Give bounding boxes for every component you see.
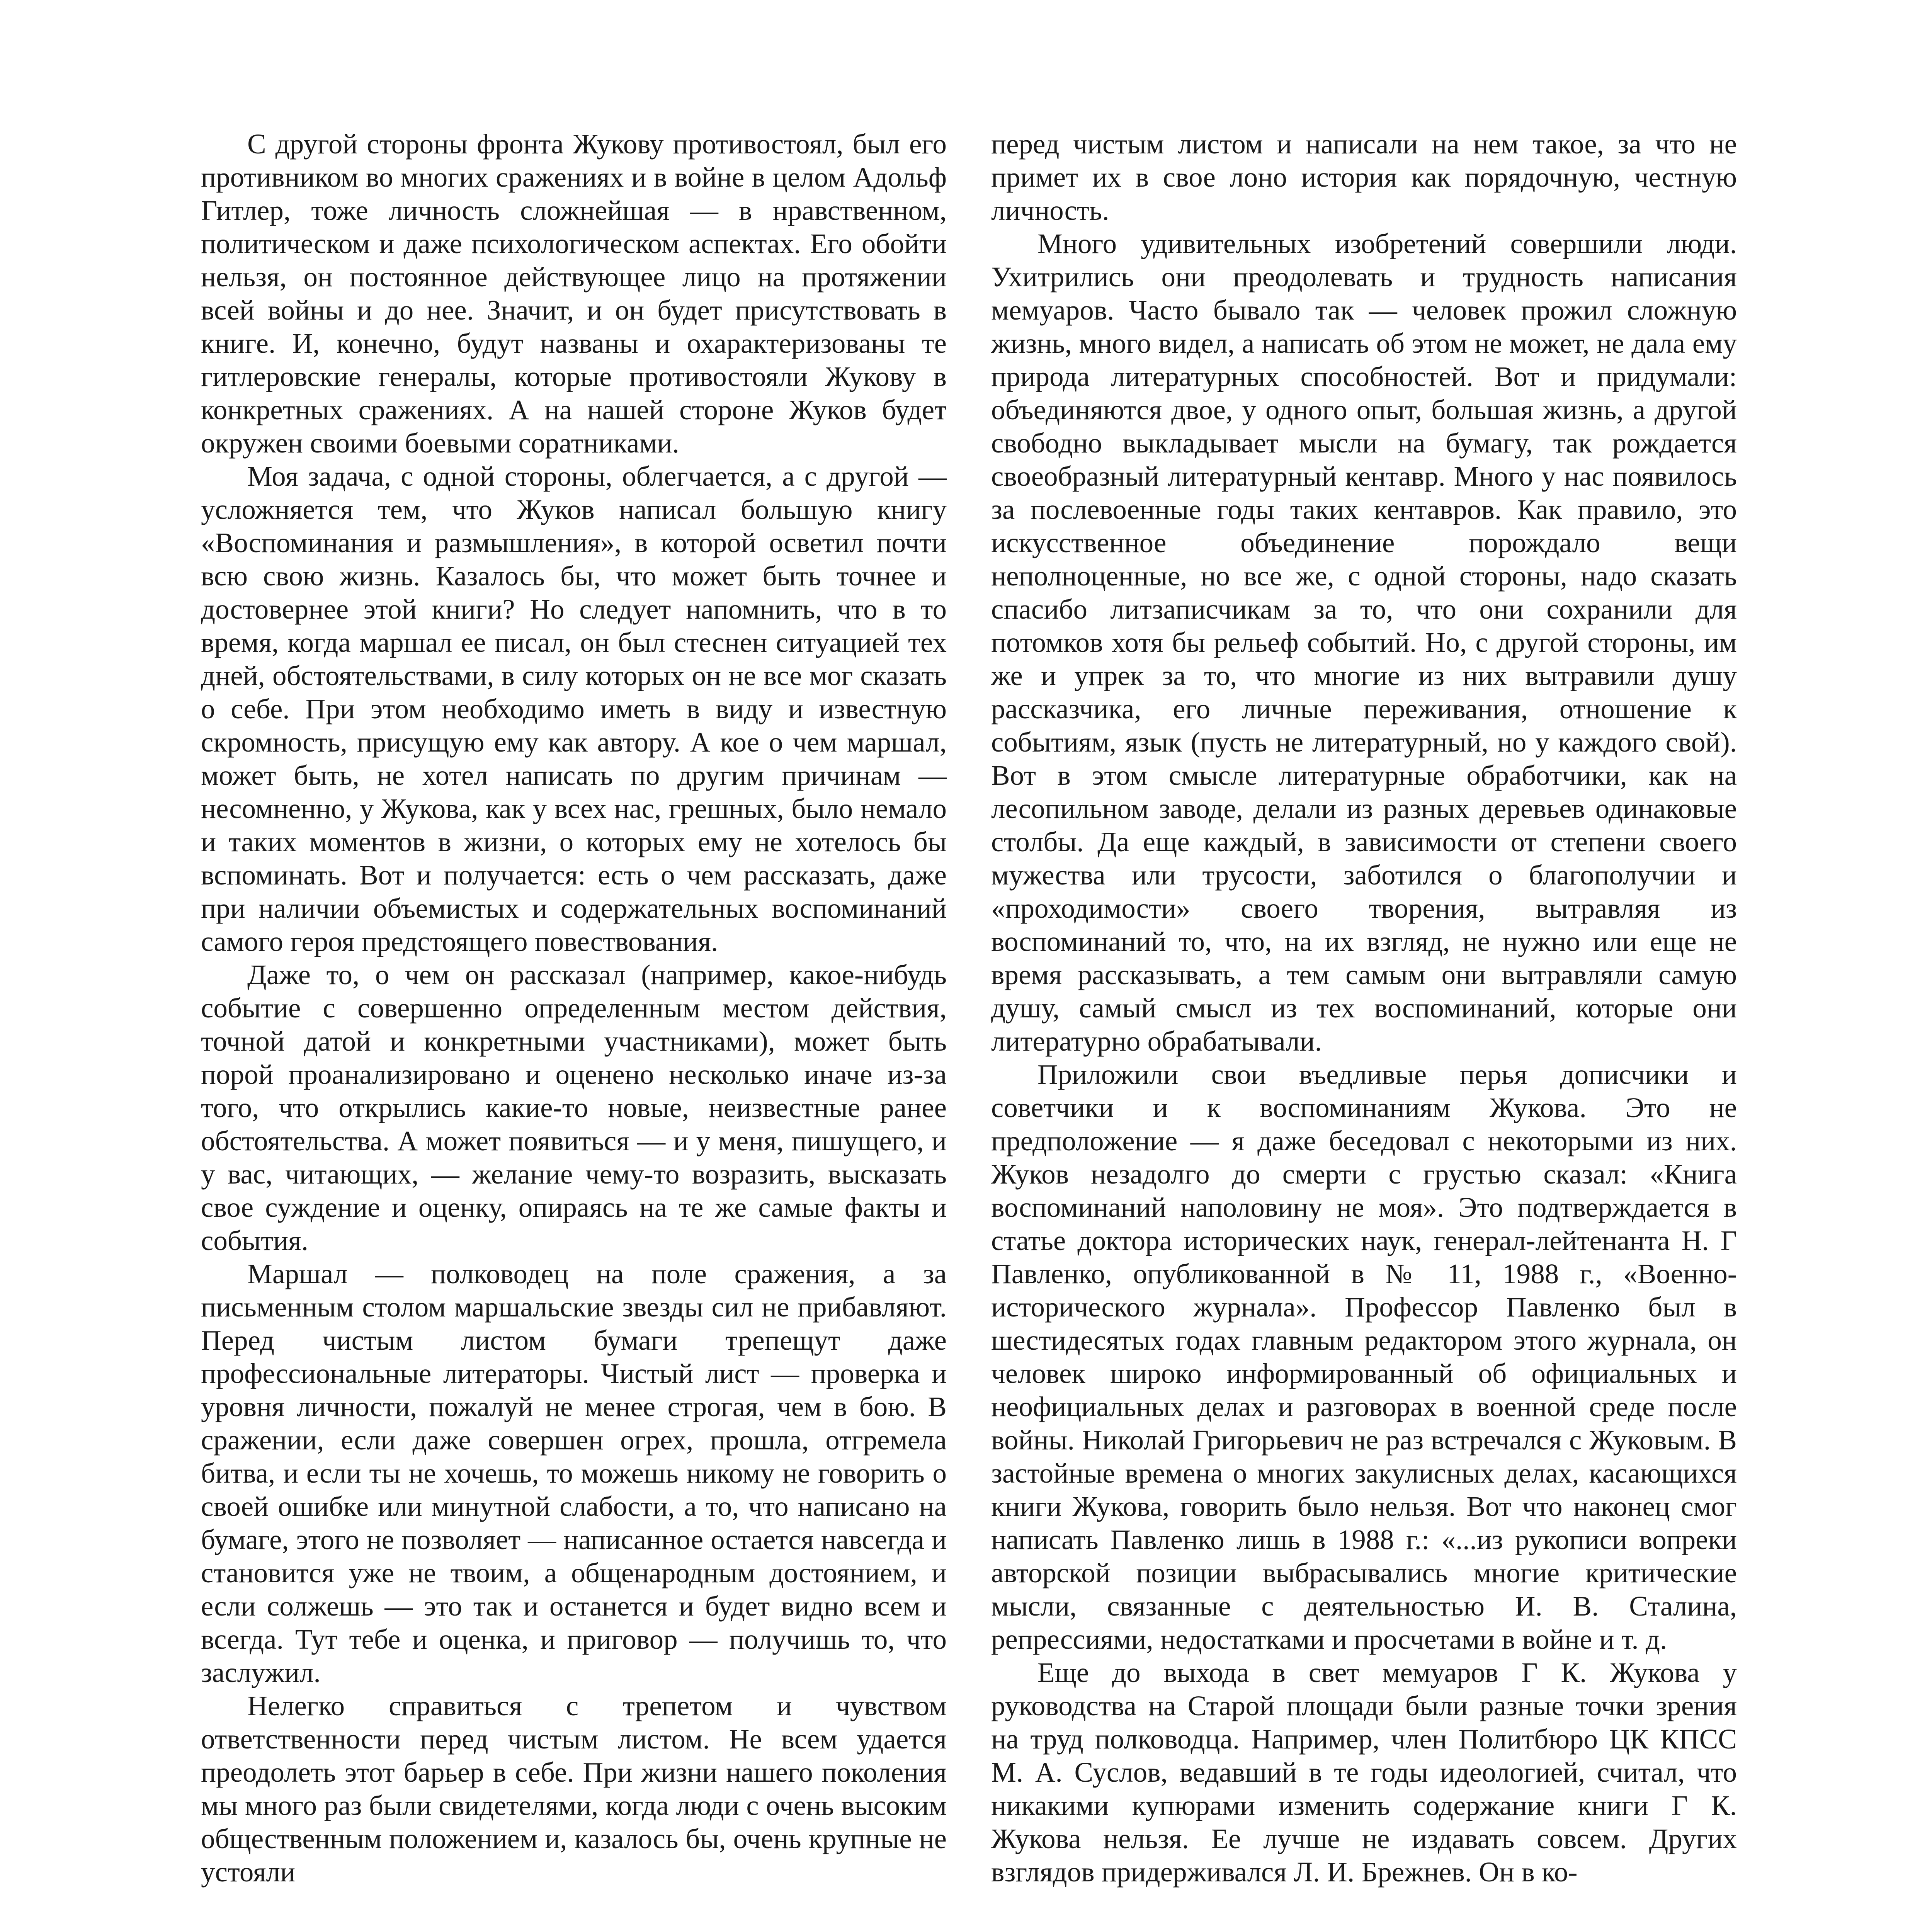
paragraph: С другой стороны фронта Жукову противостоял, был его противником во многих сражениях и в войне в целом Адольф Гитлер, тоже личность сложнейшая — в нравственном, политическом и даже психологическом аспектах. Его обойти нельзя, он постоянное действующее лицо на протяжении всей войны и до нее. Значит, и он будет присутствовать в книге. И, конечно, будут названы и охарактеризованы те гитлеровские генералы, которые противостояли Жукову в конкретных сражениях. А на нашей стороне Жуков будет окружен своими боевыми соратниками. xyxy=(201,128,947,459)
paragraph: Нелегко справиться с трепетом и чувством ответственности перед чистым листом. Не всем удается преодолеть этот барьер в себе. При жизни нашего поколения мы много раз были свидетелями, когда люди с очень высоким общественным положением и, казалось бы, очень крупные не устояли xyxy=(201,1690,947,1888)
paragraph: Даже то, о чем он рассказал (например, какое-нибудь событие с совершенно определенным местом действия, точной датой и конкретными участниками), может быть порой проанализировано и оценено несколько иначе из-за того, что открылись какие-то новые, неизвестные ранее обстоятельства. А может появиться — и у меня, пишущего, и у вас, читающих, — желание чему-то возразить, высказать свое суждение и оценку, опираясь на те же самые факты и события. xyxy=(201,959,947,1256)
paragraph: Моя задача, с одной стороны, облегчается, а с другой — усложняется тем, что Жуков написал большую книгу «Воспоминания и размышления», в которой осветил почти всю свою жизнь. Казалось бы, что может быть точнее и достовернее этой книги? Но следует напомнить, что в то время, когда маршал ее писал, он был стеснен ситуацией тех дней, обстоятельствами, в силу которых он не все мог сказать о себе. При этом необходимо иметь в виду и известную скромность, присущую ему как автору. А кое о чем маршал, может быть, не хотел написать по другим причинам — несомненно, у Жукова, как у всех нас, грешных, было немало и таких моментов в жизни, о которых ему не хотелось бы вспоминать. Вот и получается: есть о чем рассказать, даже при наличии объемистых и содержательных воспоминаний самого героя предстоящего повествования. xyxy=(201,461,947,957)
paragraph: Много удивительных изобретений совершили люди. Ухитрились они преодолевать и трудность написания мемуаров. Часто бывало так — человек прожил сложную жизнь, много видел, а написать об этом не может, не дала ему природа литературных способностей. Вот и придумали: объединяются двое, у одного опыт, большая жизнь, а другой свободно выкладывает мысли на бумагу, так рождается своеобразный литературный кентавр. Много у нас появилось за послевоенные годы таких кентавров. Как правило, это искусственное объединение порождало вещи неполноценные, но все же, с одной стороны, надо сказать спасибо литзаписчикам за то, что они сохранили для потомков хотя бы рельеф событий. Но, с другой стороны, им же и упрек за то, что многие из них вытравили душу рассказчика, его личные переживания, отношение к событиям, язык (пусть не литературный, но у каждого свой). Вот в этом смысле литературные обработчики, как на лесопильном заводе, делали из разных деревьев одинаковые столбы. Да еще каждый, в зависимости от степени своего мужества или трусости, заботился о благополучии и «проходимости» своего творения, вытравляя из воспоминаний то, что, на их взгляд, не нужно или еще не время рассказывать, а тем самым они вытравляли самую душу, самый смысл из тех воспоминаний, которые они литературно обрабатывали. xyxy=(991,228,1737,1057)
left-text-column xyxy=(201,128,947,1889)
paragraph: Еще до выхода в свет мемуаров Г К. Жукова у руководства на Старой площади были разные точки зрения на труд полководца. Например, член Политбюро ЦК КПСС М. А. Суслов, ведавший в те годы идеологией, считал, что никакими купюрами изменить содержание книги Г К. Жукова нельзя. Ее лучше не издавать совсем. Других взглядов придерживался Л. И. Брежнев. Он в ко- xyxy=(991,1657,1737,1888)
paragraph: Приложили свои въедливые перья дописчики и советчики и к воспоминаниям Жукова. Это не предположение — я даже беседовал с некоторыми из них. Жуков незадолго до смерти с грустью сказал: «Книга воспоминаний наполовину не моя». Это подтверждается в статье доктора исторических наук, генерал-лейтенанта Н. Г Павленко, опубликованной в № 11, 1988 г., «Военно-исторического журнала». Профессор Павленко был в шестидесятых годах главным редактором этого журнала, он человек широко информированный об официальных и неофициальных делах и разговорах в военной среде после войны. Николай Григорьевич не раз встречался с Жуковым. В застойные времена о многих закулисных делах, касающихся книги Жукова, говорить было нельзя. Вот что наконец смог написать Павленко лишь в 1988 г.: «...из рукописи вопреки авторской позиции выбрасывались многие критические мысли, связанные с деятельностью И. В. Сталина, репрессиями, недостатками и просчетами в войне и т. д. xyxy=(991,1059,1737,1655)
paragraph-continuation: перед чистым листом и написали на нем такое, за что не примет их в свое лоно история как порядочную, честную личность. xyxy=(991,128,1737,226)
right-text-column xyxy=(991,128,1737,1889)
paragraph: Маршал — полководец на поле сражения, а за письменным столом маршальские звезды сил не прибавляют. Перед чистым листом бумаги трепещут даже профессиональные литераторы. Чистый лист — проверка и уровня личности, пожалуй не менее строгая, чем в бою. В сражении, если даже совершен огрех, прошла, отгремела битва, и если ты не хочешь, то можешь никому не говорить о своей ошибке или минутной слабости, а то, что написано на бумаге, этого не позволяет — написанное остается навсегда и становится уже не твоим, а общенародным достоянием, и если солжешь — это так и останется и будет видно всем и всегда. Тут тебе и оценка, и приговор — получишь то, что заслужил. xyxy=(201,1258,947,1688)
